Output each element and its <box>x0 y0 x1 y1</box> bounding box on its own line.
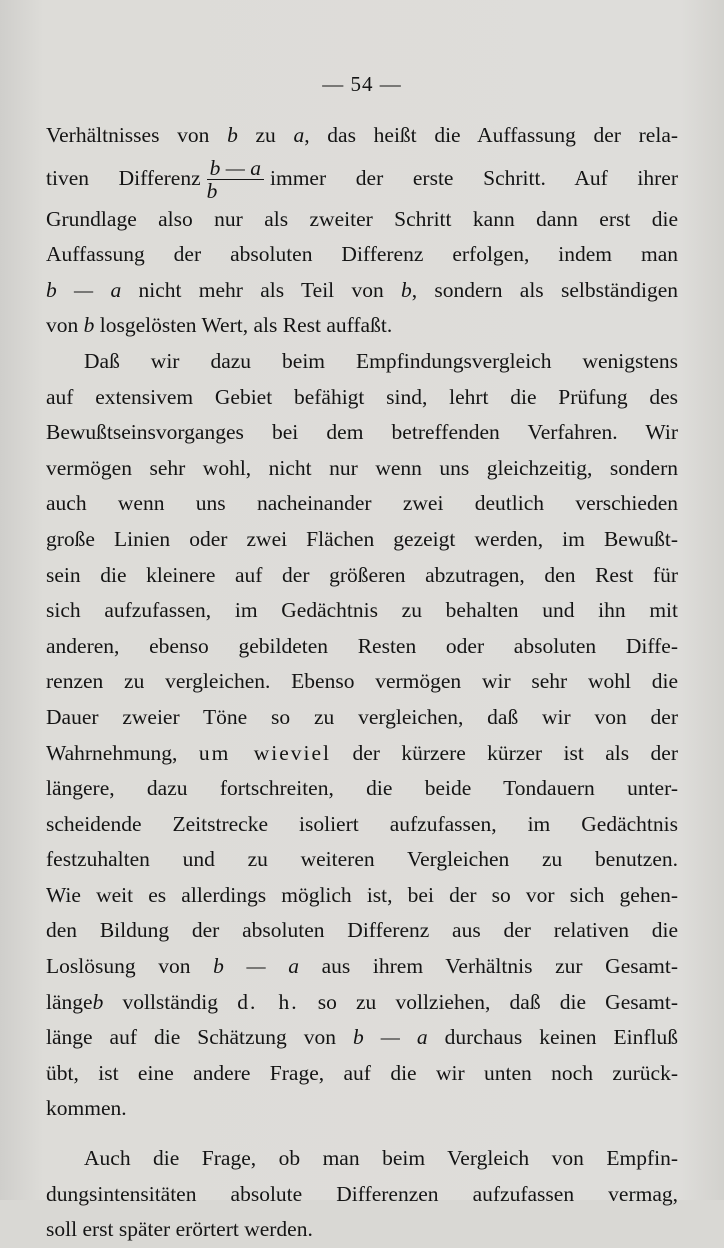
text-line: sein die kleinere auf der größeren abzutragen, den Rest für <box>46 562 678 587</box>
text-line: tiven Differenz $\frac{b — a}{b}$ immer der erste Schritt. Auf ihrer <box>46 156 678 204</box>
text-line: Auffassung der absoluten Differenz erfolgen, indem man <box>46 242 678 267</box>
text-line: Wie weit es allerdings möglich ist, bei der so vor sich gehen- <box>46 882 678 907</box>
text-line: Loslösung von b — a aus ihrem Verhältnis zur Gesamt- <box>46 954 679 979</box>
text-line: von b losgelösten Wert, als Rest auffaßt. <box>46 313 393 338</box>
text-line: längere, dazu fortschreiten, die beide Tondauern unter- <box>46 776 678 801</box>
text-line: Bewußtseinsvorganges bei dem betreffenden Verfahren. Wir <box>46 420 678 445</box>
text-line: länge auf die Schätzung von b — a durchaus keinen Einfluß <box>46 1025 678 1050</box>
text-line: Daß wir dazu beim Empfindungsvergleich wenigstens <box>84 348 678 373</box>
text-line: auch wenn uns nacheinander zwei deutlich verschieden <box>46 491 678 516</box>
text-line: Wahrnehmung, um wieviel der kürzere kürzer ist als der <box>46 740 678 765</box>
fraction-numerator: b — a <box>207 157 264 180</box>
text-line: dungsintensitäten absolute Differenzen aufzufassen vermag, <box>46 1181 678 1206</box>
fraction <box>207 157 264 202</box>
body-text <box>46 118 678 1248</box>
page-number: — 54 — <box>322 72 402 96</box>
text-line: kommen. <box>46 1096 127 1121</box>
text-line: b — a nicht mehr als Teil von b, sondern als selbständigen <box>46 277 678 302</box>
text-line: renzen zu vergleichen. Ebenso vermögen wir sehr wohl die <box>46 669 678 694</box>
text-line: den Bildung der absoluten Differenz aus der relativen die <box>46 918 678 943</box>
text-line: Dauer zweier Töne so zu vergleichen, daß wir von der <box>46 704 678 729</box>
text-line: sich aufzufassen, im Gedächtnis zu behalten und ihn mit <box>46 598 678 623</box>
text-line: vermögen sehr wohl, nicht nur wenn uns gleichzeitig, sondern <box>46 455 678 480</box>
text-line: soll erst später erörtert werden. <box>46 1217 313 1242</box>
text-line: Auch die Frage, ob man beim Vergleich von Empfin- <box>84 1146 678 1171</box>
text-line: übt, ist eine andere Frage, auf die wir unten noch zurück- <box>46 1060 678 1085</box>
text-line: festzuhalten und zu weiteren Vergleichen zu benutzen. <box>46 847 678 872</box>
text-line: auf extensivem Gebiet befähigt sind, lehrt die Prüfung des <box>46 384 678 409</box>
text-line: anderen, ebenso gebildeten Resten oder absoluten Diffe- <box>46 633 678 658</box>
text-line: Grundlage also nur als zweiter Schritt kann dann erst die <box>46 206 678 231</box>
text-line: große Linien oder zwei Flächen gezeigt werden, im Bewußt- <box>46 526 678 551</box>
fraction-denominator: b <box>206 179 218 204</box>
text-line: scheidende Zeitstrecke isoliert aufzufassen, im Gedächtnis <box>46 811 678 836</box>
text-line: längeb vollständig d. h. so zu vollziehen, daß die Gesamt- <box>46 989 678 1014</box>
text-line: Verhältnisses von b zu a, das heißt die Auffassung der rela- <box>46 123 679 147</box>
